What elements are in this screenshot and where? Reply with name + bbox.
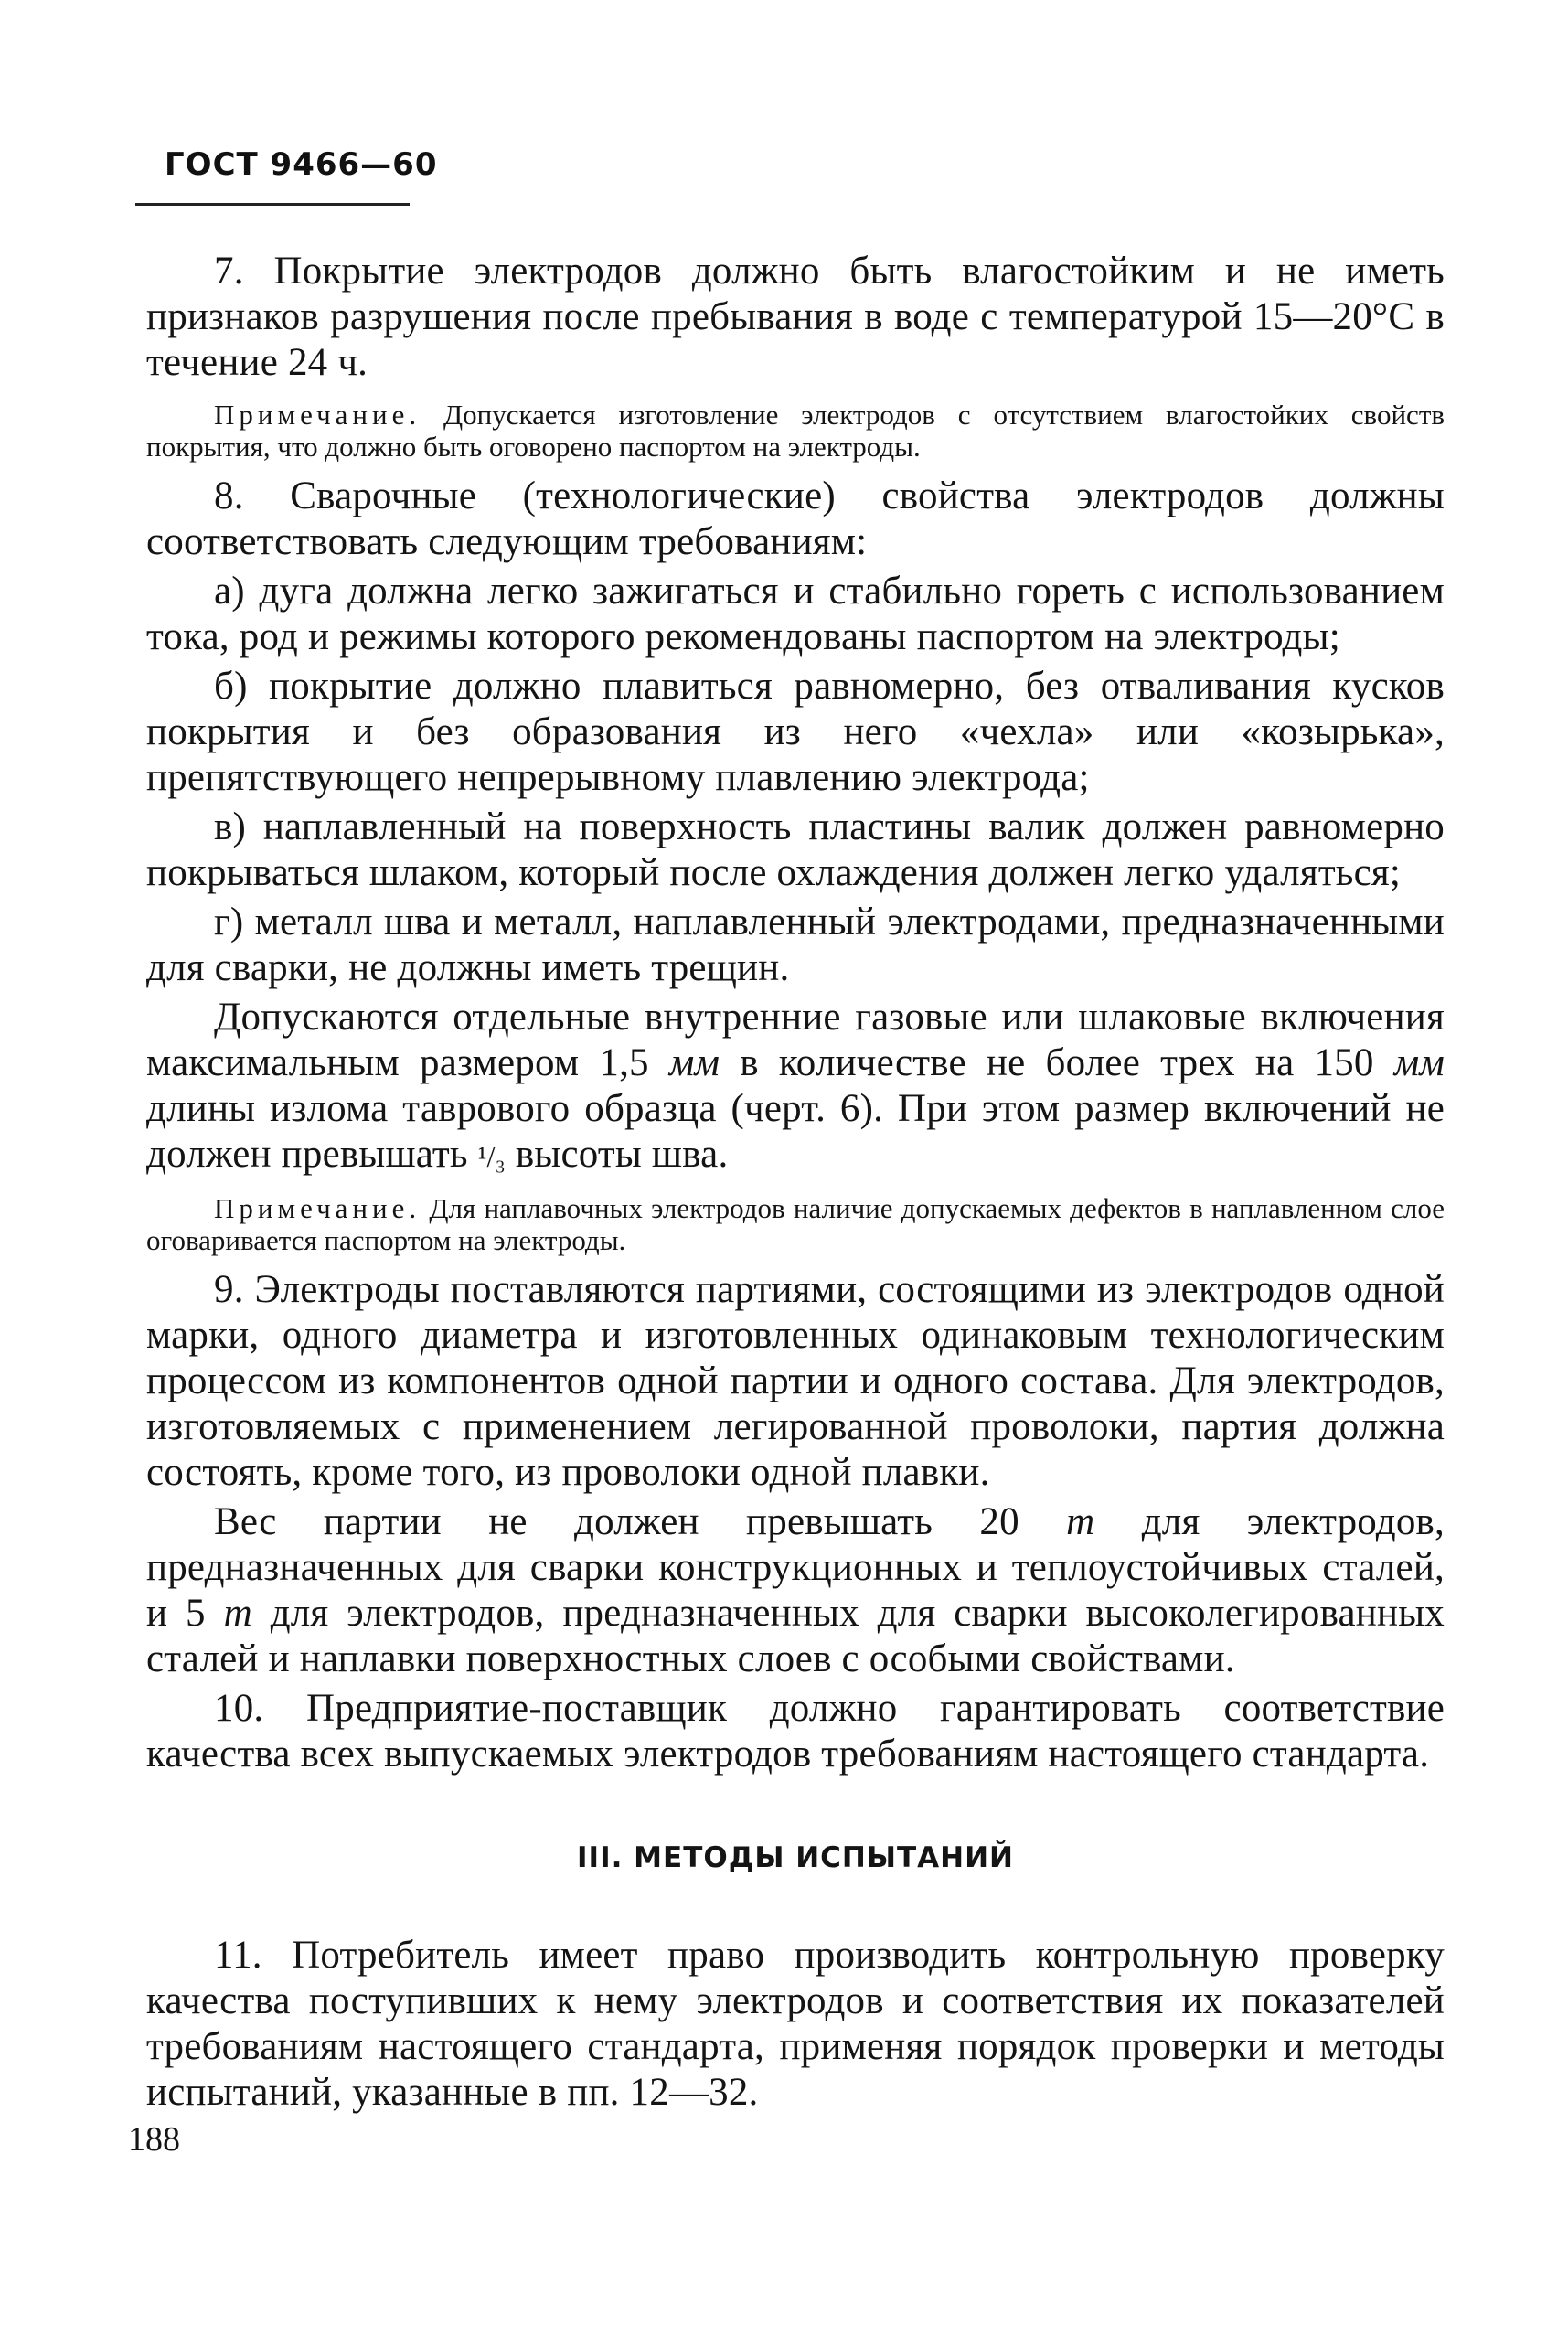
note-1-label: Примечание. (214, 399, 421, 431)
clause-8-g: г) металл шва и металл, наплавленный электродами, предназначенными для сварки, не должны иметь трещин. (146, 901, 1445, 989)
page-content (146, 249, 1445, 2116)
clause-11: 11. Потребитель имеет право производить контрольную проверку качества поступивших к нему электродов и соответствия их показателей требованиям настоящего стандарта, применяя порядок проверки и методы испытаний, указанные в пп. 12—32. (146, 1934, 1445, 2114)
fraction-one-third: ¹/₃ (477, 1140, 506, 1173)
unit-mm: мм (1393, 1041, 1445, 1084)
weight-text-3: для электродов, предназначенных для сварки высоколегированных сталей и наплавки поверхностных слоев с особыми свойствами. (146, 1592, 1445, 1680)
clause-9: 9. Электроды поставляются партиями, состоящими из электродов одной марки, одного диаметра и изготовленных одинаковым технологическим процессом из компонентов одной партии и одного состава. Для электродов, изготовляемых с применением легированной проволоки, партия должна состоять, кроме того, из проволоки одной плавки. (146, 1268, 1445, 1494)
note-1-text: Допускается изготовление электродов с отсутствием влагостойких свойств покрытия, что должно быть оговорено паспортом на электроды. (146, 399, 1445, 463)
batch-weight-paragraph (146, 1499, 1445, 1682)
clause-8-b: б) покрытие должно плавиться равномерно, без отваливания кусков покрытия и без образования из него «чехла» или «козырька», препятствующего непрерывному плавлению электрода; (146, 665, 1445, 799)
unit-t: т (223, 1592, 252, 1635)
unit-mm: мм (668, 1041, 720, 1084)
clause-8-a: а) дуга должна легко зажигаться и стабильно гореть с использованием тока, род и режимы которого рекомендованы паспортом на электроды; (146, 570, 1445, 658)
inclusions-text-3: длины излома таврового образца (черт. 6). При этом размер включений не должен превышать (146, 1087, 1445, 1176)
note-2-label: Примечание. (214, 1192, 421, 1224)
clause-8-v: в) наплавленный на поверхность пластины валик должен равномерно покрываться шлаком, который после охлаждения должен легко удаляться; (146, 805, 1445, 894)
inclusions-text-2: в количестве не более трех на 150 (720, 1041, 1394, 1084)
note-2 (146, 1192, 1445, 1256)
clause-7: 7. Покрытие электродов должно быть влагостойким и не иметь признаков разрушения после пребывания в воде с температурой 15—20°С в течение 24 ч. (146, 250, 1445, 384)
section-title: III. МЕТОДЫ ИСПЫТАНИЙ (577, 1841, 1014, 1874)
note-1 (146, 399, 1445, 463)
unit-t: т (1066, 1500, 1095, 1543)
inclusions-text-4: высоты шва. (505, 1133, 729, 1176)
clause-10: 10. Предприятие-поставщик должно гарантировать соответствие качества всех выпускаемых электродов требованиям настоящего стандарта. (146, 1687, 1445, 1776)
inclusions-paragraph (146, 995, 1445, 1179)
standard-header: ГОСТ 9466—60 (165, 146, 438, 183)
header-rule (135, 203, 410, 206)
weight-text-1: Вес партии не должен превышать 20 (214, 1500, 1067, 1543)
inclusions-text-1: Допускаются отдельные внутренние газовые или шлаковые включения максимальным размером 1,5 (146, 996, 1445, 1084)
note-2-text: Для наплавочных электродов наличие допускаемых дефектов в наплавленном слое оговаривается паспортом на электроды. (146, 1192, 1445, 1256)
weight-text-2: для электродов, предназначенных для сварки конструкционных и теплоустойчивых сталей, и 5 (146, 1500, 1445, 1635)
page-number: 188 (128, 2120, 180, 2159)
clause-8: 8. Сварочные (технологические) свойства электродов должны соответствовать следующим требованиям: (146, 475, 1445, 563)
